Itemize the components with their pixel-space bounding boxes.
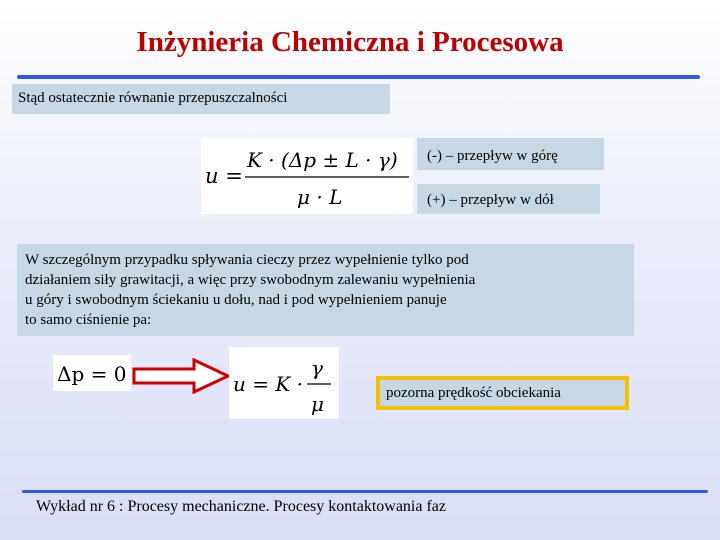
explanation-paragraph — [17, 244, 634, 336]
formula-numerator: K · (Δp ± L · γ) — [247, 148, 398, 172]
title-divider — [17, 75, 700, 79]
paragraph-line: W szczególnym przypadku spływania cieczy przez wypełnienie tylko pod — [25, 252, 469, 268]
formula-denominator: μ · L — [297, 185, 343, 209]
footer-text: Wykład nr 6 : Procesy mechaniczne. Procesy kontaktowania faz — [36, 498, 446, 515]
simplified-velocity-formula — [229, 347, 339, 419]
paragraph-line: u góry i swobodnym ściekaniu u dołu, nad i pod wypełnieniem panuje — [25, 292, 447, 308]
permeability-formula — [201, 138, 413, 214]
paragraph-line: to samo ciśnienie pa: — [25, 312, 152, 328]
label-flow-down: (+) – przepływ w dół — [417, 184, 600, 214]
simple-formula-lhs: u = K · — [233, 372, 304, 396]
pressure-difference-formula — [53, 355, 131, 391]
formula-dp-text: Δp = 0 — [57, 362, 127, 386]
simple-formula-numerator: γ — [311, 356, 323, 380]
slide-title: Inżynieria Chemiczna i Procesowa — [136, 26, 564, 58]
highlight-box: pozorna prędkość obciekania — [376, 376, 629, 410]
formula-lhs: u = — [205, 164, 243, 188]
footer-divider — [22, 490, 708, 493]
paragraph-line: działaniem siły grawitacji, a więc przy swobodnym zalewaniu wypełnienia — [25, 272, 476, 288]
label-flow-up: (-) – przepływ w górę — [417, 138, 604, 170]
intro-text-box: Stąd ostatecznie równanie przepuszczalności — [12, 84, 390, 114]
right-arrow-icon — [132, 358, 232, 394]
simple-formula-denominator: μ — [311, 392, 324, 416]
